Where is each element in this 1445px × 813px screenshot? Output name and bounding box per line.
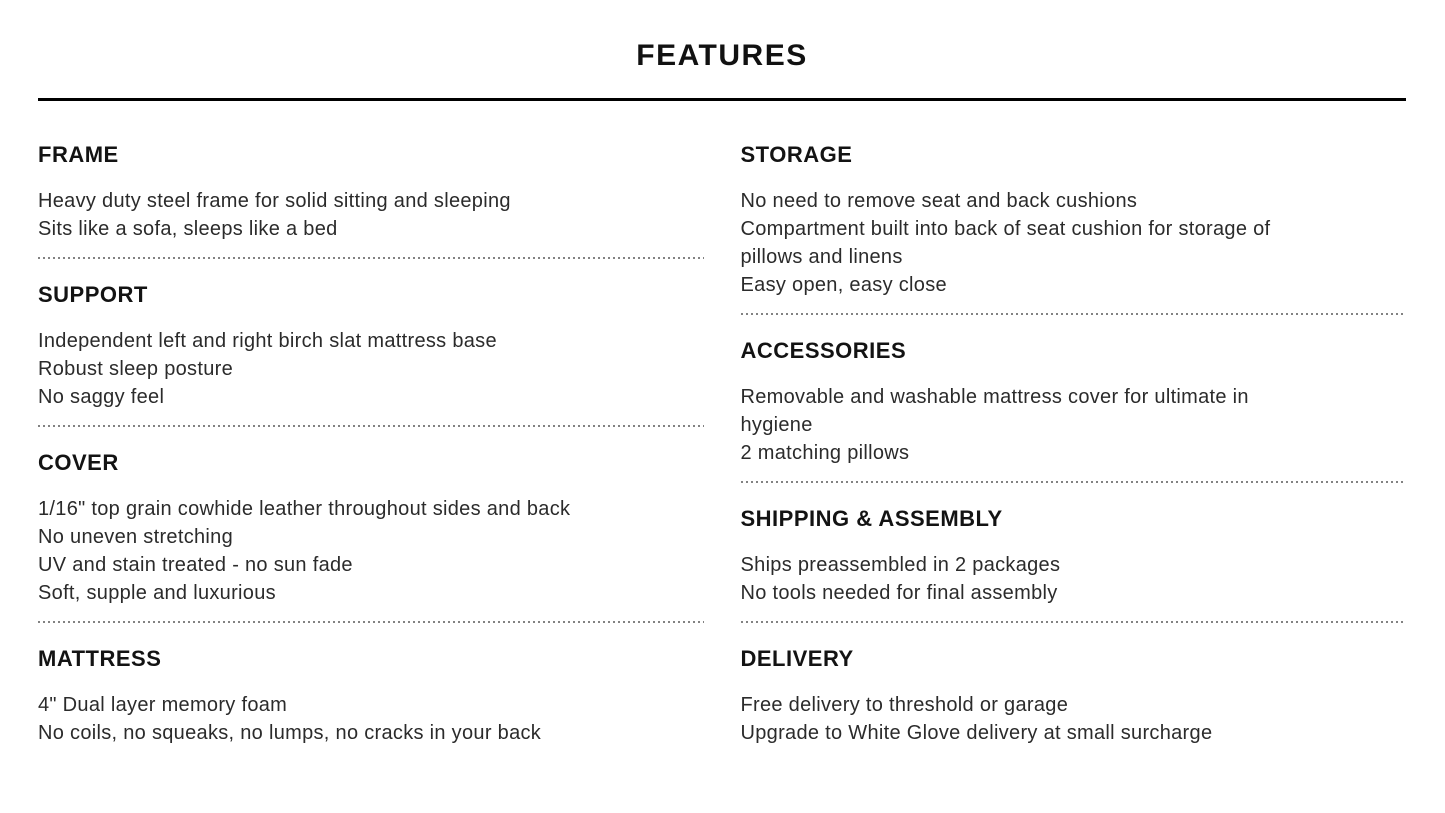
section-heading-accessories: ACCESSORIES: [740, 338, 907, 363]
feature-line: No uneven stretching: [38, 526, 234, 548]
feature-line: 2 matching pillows: [740, 442, 910, 464]
feature-line: No tools needed for final assembly: [740, 582, 1058, 604]
feature-line: No saggy feel: [38, 386, 165, 408]
section-divider: [38, 257, 704, 259]
section-divider: [38, 425, 704, 427]
section-heading-support: SUPPORT: [38, 282, 148, 307]
feature-line: 4" Dual layer memory foam: [38, 694, 288, 716]
feature-line: pillows and linens: [740, 246, 903, 268]
column-left: [38, 140, 704, 747]
section-divider: [741, 313, 1407, 315]
page-title: FEATURES: [636, 39, 808, 72]
section-divider: [741, 621, 1407, 623]
feature-line: Sits like a sofa, sleeps like a bed: [38, 218, 338, 240]
feature-line: Removable and washable mattress cover for ultimate in: [740, 386, 1249, 408]
feature-line: hygiene: [740, 414, 813, 436]
section-heading-frame: FRAME: [38, 142, 119, 167]
section-support: [38, 280, 704, 411]
section-storage: [741, 140, 1407, 299]
feature-line: Soft, supple and luxurious: [38, 582, 276, 604]
feature-line: UV and stain treated - no sun fade: [38, 554, 353, 576]
feature-line: No coils, no squeaks, no lumps, no cracks in your back: [38, 722, 542, 744]
section-heading-shipping-assembly: SHIPPING & ASSEMBLY: [740, 506, 1003, 531]
section-heading-storage: STORAGE: [740, 142, 853, 167]
section-heading-mattress: MATTRESS: [38, 646, 162, 671]
feature-line: Upgrade to White Glove delivery at small surcharge: [740, 722, 1213, 744]
feature-columns: [38, 140, 1406, 747]
section-cover: [38, 448, 704, 607]
section-heading-cover: COVER: [38, 450, 119, 475]
section-heading-delivery: DELIVERY: [740, 646, 854, 671]
feature-line: Easy open, easy close: [740, 274, 947, 296]
feature-line: Robust sleep posture: [38, 358, 234, 380]
section-divider: [38, 621, 704, 623]
feature-line: No need to remove seat and back cushions: [740, 190, 1138, 212]
feature-line: Heavy duty steel frame for solid sitting and sleeping: [38, 190, 511, 212]
feature-line: Free delivery to threshold or garage: [740, 694, 1069, 716]
section-accessories: [741, 336, 1407, 467]
section-divider: [741, 481, 1407, 483]
feature-line: Independent left and right birch slat mattress base: [38, 330, 497, 352]
column-right: [741, 140, 1407, 747]
feature-line: Compartment built into back of seat cushion for storage of: [740, 218, 1271, 240]
section-frame: [38, 140, 704, 243]
section-delivery: [741, 644, 1407, 747]
section-mattress: [38, 644, 704, 747]
section-shipping-assembly: [741, 504, 1407, 607]
feature-line: 1/16" top grain cowhide leather throughout sides and back: [38, 498, 571, 520]
title-rule: [38, 98, 1406, 101]
feature-line: Ships preassembled in 2 packages: [740, 554, 1061, 576]
